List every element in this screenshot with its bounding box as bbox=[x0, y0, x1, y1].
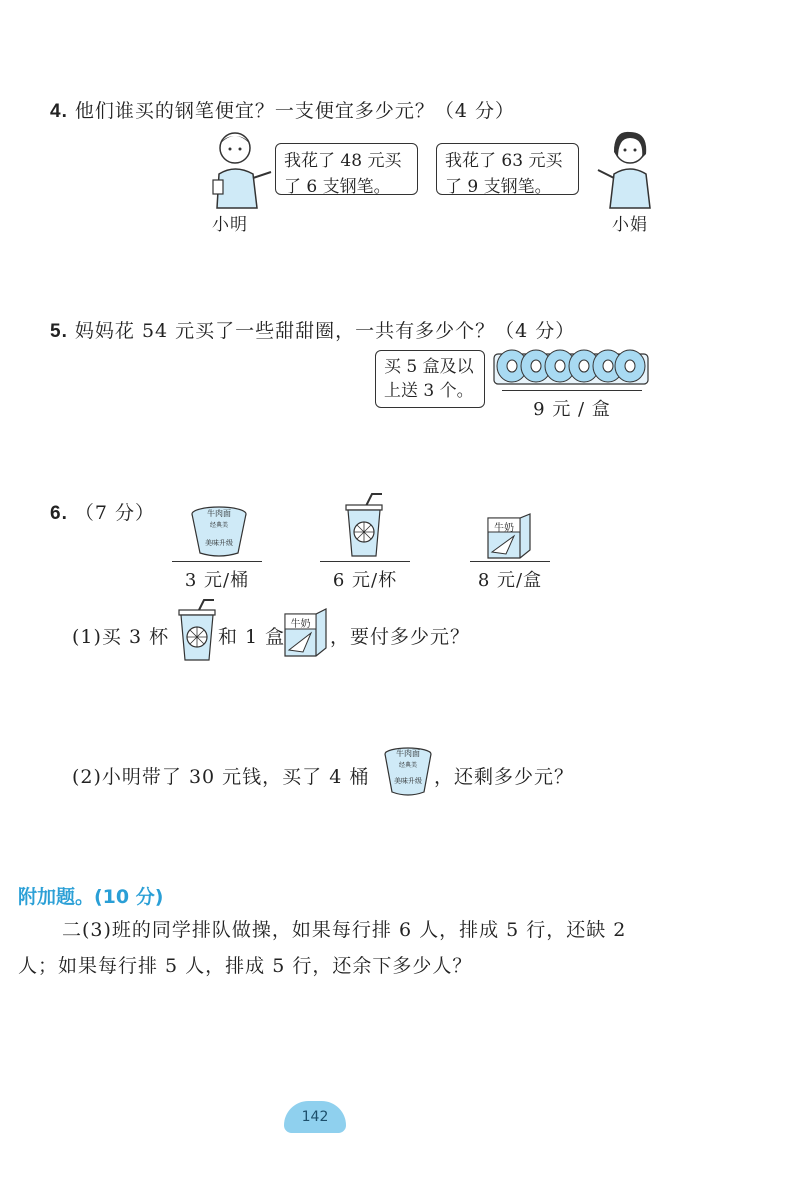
noodle-small-label-top: 牛肉面 bbox=[396, 749, 420, 758]
milk-box-illustration bbox=[484, 512, 534, 560]
milk-price: 8 元/盒 bbox=[470, 561, 550, 592]
noodle-price: 3 元/桶 bbox=[172, 561, 262, 592]
bonus-title: 附加题。(10 分) bbox=[18, 886, 164, 908]
q6-sub1-part-b: 和 1 盒 bbox=[218, 626, 286, 648]
promo-box bbox=[375, 350, 485, 408]
noodle-label-bot: 美味升级 bbox=[205, 539, 233, 547]
bonus-line2: 人；如果每行排 5 人，排成 5 行，还余下多少人？ bbox=[18, 955, 473, 977]
speech-bubble-xiaoming bbox=[275, 143, 418, 195]
noodle-small-label-bot: 美味升级 bbox=[394, 777, 422, 785]
bubble-left-line2: 了 6 支钢笔。 bbox=[284, 177, 391, 197]
juice-cup-icon-small bbox=[176, 598, 220, 664]
q6-sub1-part-c: ，要付多少元？ bbox=[330, 626, 471, 648]
q6-points: （7 分） bbox=[74, 502, 156, 524]
q6-sub1-part-a: (1)买 3 杯 bbox=[72, 626, 170, 648]
juice-cup-illustration bbox=[342, 492, 388, 560]
q6-sub2-part-b: ，还剩多少元？ bbox=[434, 766, 575, 788]
bubble-right-line1: 我花了 63 元买 bbox=[445, 151, 563, 171]
q4-line bbox=[50, 96, 515, 123]
donut-price: 9 元 / 盒 bbox=[502, 390, 642, 421]
milk-label: 牛奶 bbox=[494, 523, 514, 534]
q5-number: 5. bbox=[50, 321, 68, 342]
donut-box-illustration bbox=[492, 346, 650, 388]
milk-box-icon-small bbox=[282, 606, 330, 658]
q4-text: 他们谁买的钢笔便宜？一支便宜多少元？（4 分） bbox=[74, 100, 516, 122]
q5-line bbox=[50, 316, 575, 343]
noodle-label-mid: 经典美 bbox=[209, 522, 228, 529]
noodle-small-label-mid: 经典美 bbox=[398, 762, 417, 769]
q6-line bbox=[50, 498, 155, 525]
noodle-cup-icon-small bbox=[383, 746, 433, 796]
boy-illustration bbox=[205, 128, 275, 210]
noodle-cup-illustration bbox=[190, 505, 248, 557]
promo-line2: 上送 3 个。 bbox=[384, 381, 474, 401]
name-xiaoming: 小明 bbox=[212, 215, 248, 235]
bonus-line1: 二(3)班的同学排队做操，如果每行排 6 人，排成 5 行，还缺 2 bbox=[62, 919, 627, 941]
promo-line1: 买 5 盒及以 bbox=[384, 357, 474, 377]
bubble-left-line1: 我花了 48 元买 bbox=[284, 151, 402, 171]
q5-text: 妈妈花 54 元买了一些甜甜圈，一共有多少个？（4 分） bbox=[74, 320, 576, 342]
bubble-right-line2: 了 9 支钢笔。 bbox=[445, 177, 552, 197]
milk-label-small: 牛奶 bbox=[290, 619, 311, 630]
juice-price: 6 元/杯 bbox=[320, 561, 410, 592]
girl-illustration bbox=[592, 128, 662, 210]
q6-number: 6. bbox=[50, 503, 68, 524]
noodle-label-top: 牛肉面 bbox=[207, 509, 231, 518]
speech-bubble-xiaojuan bbox=[436, 143, 579, 195]
q6-sub2-part-a: (2)小明带了 30 元钱，买了 4 桶 bbox=[72, 766, 370, 788]
page-number: 142 bbox=[284, 1101, 346, 1133]
name-xiaojuan: 小娟 bbox=[612, 215, 648, 235]
q4-number: 4. bbox=[50, 101, 68, 122]
